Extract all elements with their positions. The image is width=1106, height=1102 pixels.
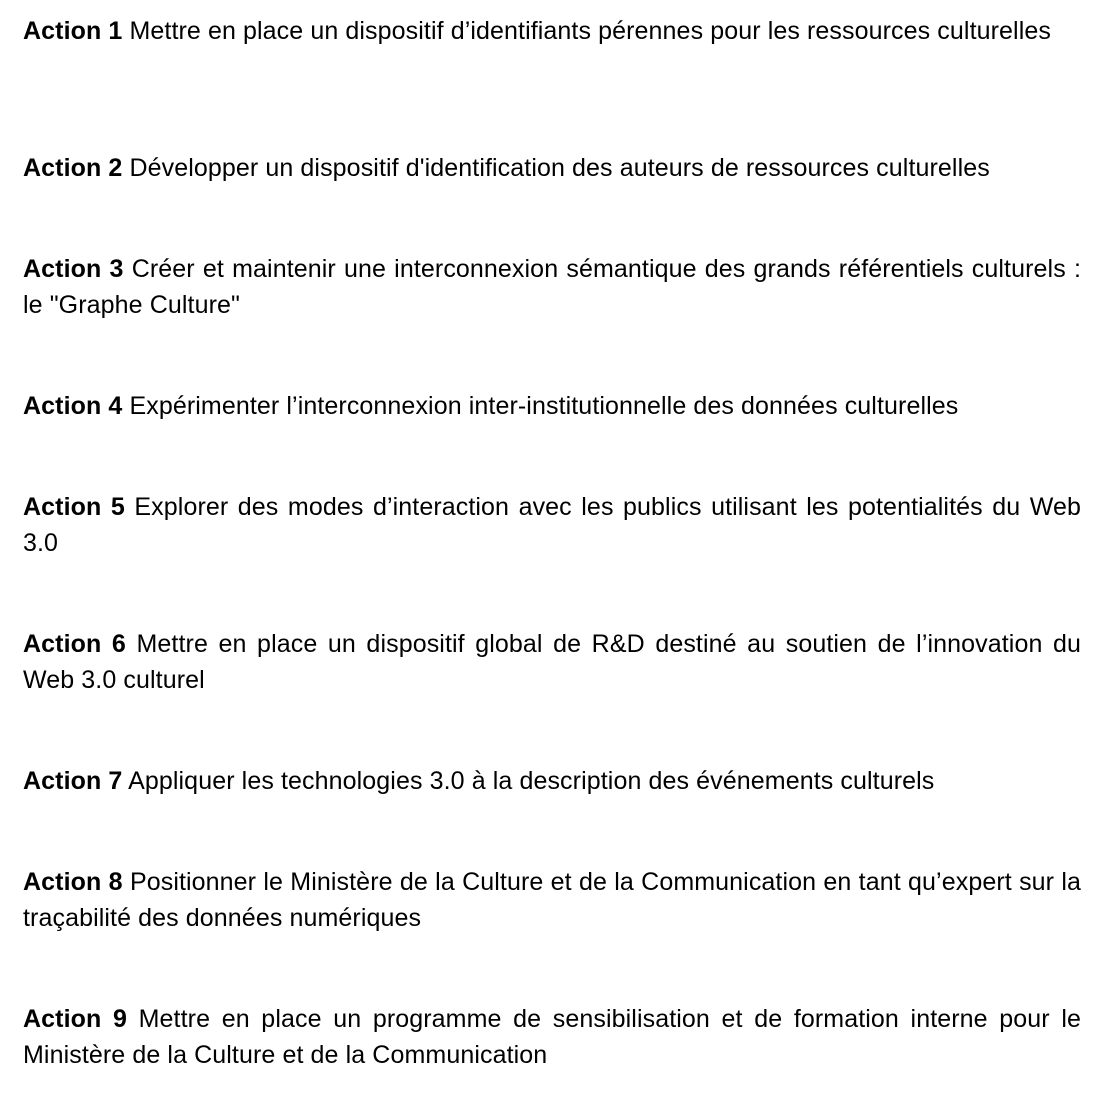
action-list-document — [23, 0, 1081, 1102]
action-item-1 — [23, 13, 1081, 49]
action-text: Mettre en place un programme de sensibilisation et de formation interne pour le Ministère de la Culture et de la Communication — [23, 1005, 1082, 1069]
action-label: Action 8 — [23, 868, 123, 896]
action-label: Action 4 — [23, 392, 123, 420]
action-label: Action 2 — [23, 154, 123, 182]
action-text: Appliquer les technologies 3.0 à la description des événements culturels — [128, 767, 935, 795]
action-label: Action 7 — [23, 767, 123, 795]
action-item-8 — [23, 864, 1081, 936]
action-item-7 — [23, 763, 1081, 799]
action-item-3 — [23, 251, 1081, 323]
action-item-5 — [23, 489, 1081, 561]
action-item-4 — [23, 388, 1081, 424]
action-label: Action 6 — [23, 630, 126, 658]
action-label: Action 3 — [23, 255, 124, 283]
action-label: Action 9 — [23, 1005, 127, 1033]
action-text: Explorer des modes d’interaction avec les publics utilisant les potentialités du Web 3.0 — [23, 493, 1082, 557]
action-label: Action 1 — [23, 17, 123, 45]
action-text: Développer un dispositif d'identification des auteurs de ressources culturelles — [129, 154, 990, 182]
action-text: Créer et maintenir une interconnexion sémantique des grands référentiels culturels : le "Graphe Culture" — [23, 255, 1082, 319]
action-text: Mettre en place un dispositif global de R&D destiné au soutien de l’innovation du Web 3.0 culturel — [23, 630, 1082, 694]
action-label: Action 5 — [23, 493, 125, 521]
action-item-9 — [23, 1001, 1081, 1073]
action-item-2 — [23, 150, 1081, 186]
action-item-6 — [23, 626, 1081, 698]
action-text: Mettre en place un dispositif d’identifiants pérennes pour les ressources culturelles — [129, 17, 1051, 45]
action-text: Expérimenter l’interconnexion inter-institutionnelle des données culturelles — [129, 392, 959, 420]
action-text: Positionner le Ministère de la Culture et de la Communication en tant qu’expert sur la traçabilité des données numériques — [23, 868, 1082, 932]
